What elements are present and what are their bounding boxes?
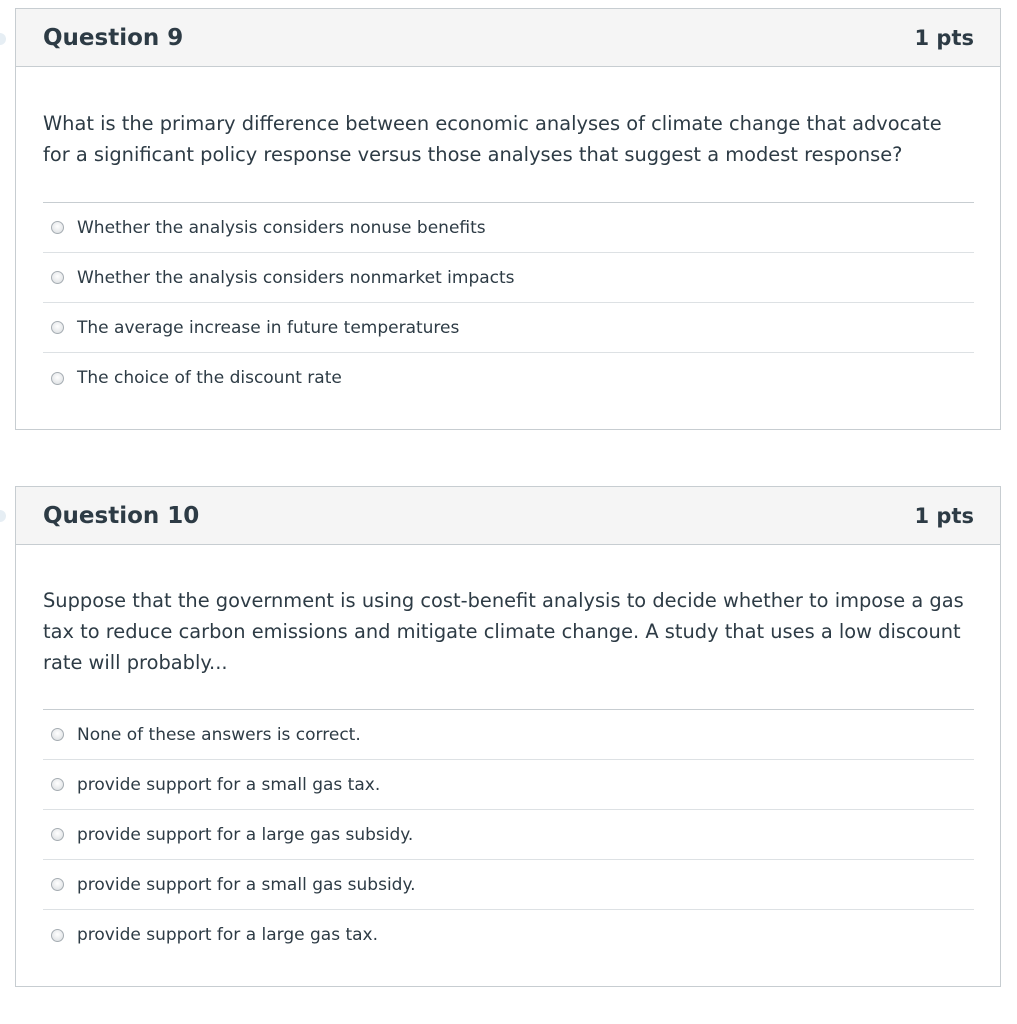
answer-list (43, 202, 974, 403)
answer-label: provide support for a small gas tax. (77, 774, 381, 795)
answer-option[interactable] (43, 203, 974, 253)
answer-list (43, 709, 974, 960)
question-text: Suppose that the government is using cost-benefit analysis to decide whether to impose a gas tax to reduce carbon emissions and mitigate climate change. A study that uses a low discount rate will probably... (43, 589, 964, 674)
question-10 (15, 486, 1001, 987)
answer-label: None of these answers is correct. (77, 724, 361, 745)
question-header (16, 487, 1000, 545)
radio-button-icon[interactable] (51, 271, 64, 284)
radio-button-icon[interactable] (51, 878, 64, 891)
answer-option[interactable] (43, 710, 974, 760)
answer-label: Whether the analysis considers nonuse benefits (77, 217, 486, 238)
question-body (16, 545, 1000, 960)
radio-button-icon[interactable] (51, 728, 64, 741)
answer-option[interactable] (43, 353, 974, 403)
question-text: What is the primary difference between economic analyses of climate change that advocate for a significant policy response versus those analyses that suggest a modest response? (43, 112, 942, 166)
question-points: 1 pts (914, 25, 974, 50)
question-header (16, 9, 1000, 67)
answer-label: The average increase in future temperatures (77, 317, 460, 338)
answer-label: provide support for a large gas tax. (77, 925, 379, 945)
radio-button-icon[interactable] (51, 221, 64, 234)
answer-option[interactable] (43, 253, 974, 303)
answer-label: provide support for a large gas subsidy. (77, 824, 414, 845)
question-title: Question 10 (43, 502, 200, 529)
question-title: Question 9 (43, 24, 184, 51)
radio-button-icon[interactable] (51, 828, 64, 841)
radio-button-icon[interactable] (51, 929, 64, 942)
answer-label: The choice of the discount rate (77, 368, 342, 388)
radio-button-icon[interactable] (51, 372, 64, 385)
question-marker-icon (0, 510, 6, 522)
answer-label: Whether the analysis considers nonmarket impacts (77, 267, 515, 288)
radio-button-icon[interactable] (51, 321, 64, 334)
answer-option[interactable] (43, 303, 974, 353)
answer-option[interactable] (43, 910, 974, 960)
question-marker-icon (0, 33, 6, 45)
answer-option[interactable] (43, 810, 974, 860)
answer-label: provide support for a small gas subsidy. (77, 874, 416, 895)
answer-option[interactable] (43, 860, 974, 910)
question-body (16, 67, 1000, 403)
question-9 (15, 8, 1001, 430)
question-points: 1 pts (914, 503, 974, 528)
radio-button-icon[interactable] (51, 778, 64, 791)
answer-option[interactable] (43, 760, 974, 810)
